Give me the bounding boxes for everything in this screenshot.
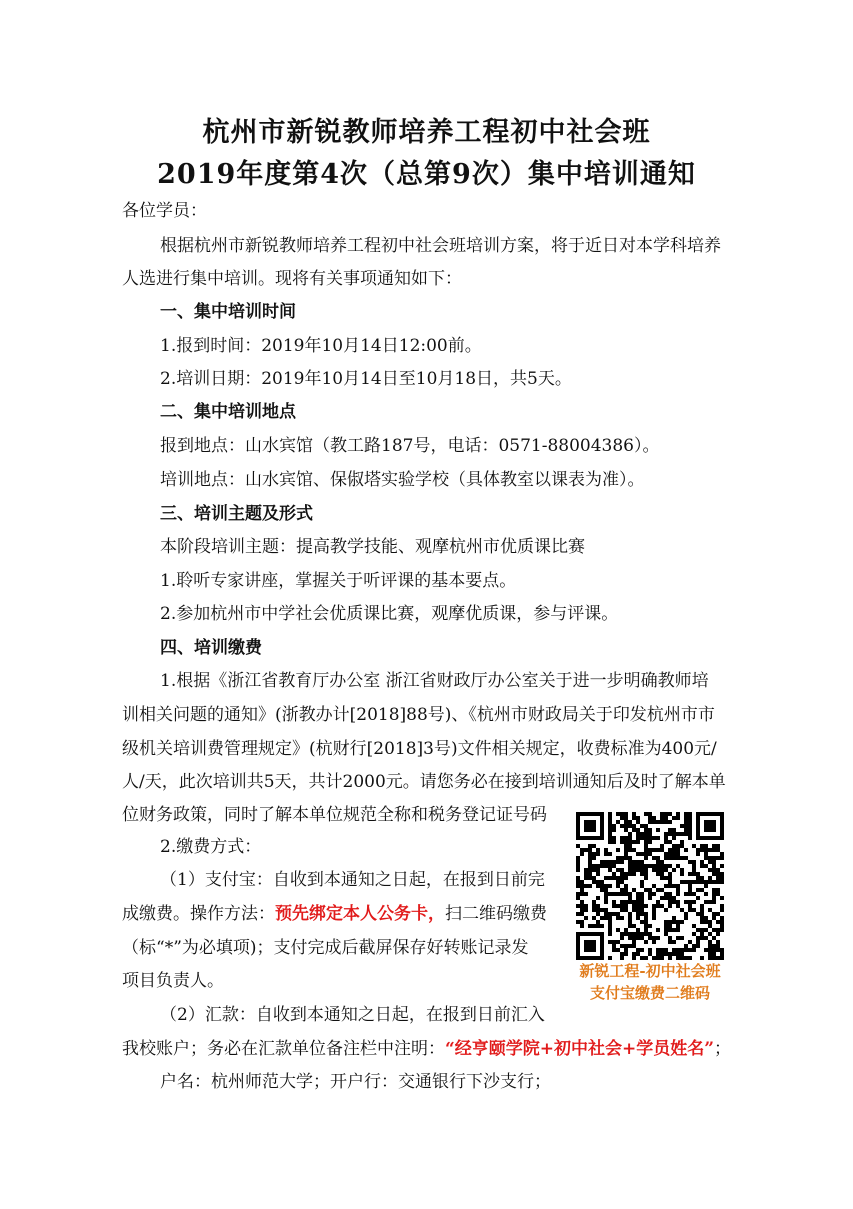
theme-item-1: 1.聆听专家讲座，掌握关于听评课的基本要点。 [160, 571, 517, 591]
qr-block [572, 812, 728, 1004]
fee-para-line-1: 1.根据《浙江省教育厅办公室 浙江省财政厅办公室关于进一步明确教师培 [160, 671, 709, 691]
fee-para-line-4: 人/天，此次培训共5天，共计2000元。请您务必在接到培训通知后及时了解本单 [122, 772, 726, 792]
section-heading-fee: 四、培训缴费 [160, 638, 262, 658]
page-subtitle: 2019年度第4次（总第9次）集中培训通知 [157, 159, 696, 190]
time-item-1: 1.报到时间：2019年10月14日12:00前。 [160, 336, 482, 356]
qr-caption-2: 支付宝缴费二维码 [589, 984, 710, 1002]
payment-method-heading: 2.缴费方式： [160, 837, 262, 857]
time-item-2: 2.培训日期：2019年10月14日至10月18日，共5天。 [160, 369, 572, 389]
alipay-line-2 [122, 903, 547, 925]
alipay-line-1: （1）支付宝：自收到本通知之日起，在报到日前完 [160, 870, 545, 890]
alipay-highlight: 预先绑定本人公务卡， [275, 904, 445, 924]
theme-item-2: 2.参加杭州市中学社会优质课比赛，观摩优质课，参与评课。 [160, 604, 619, 624]
transfer-line-3: 户名：杭州师范大学；开户行：交通银行下沙支行； [160, 1072, 551, 1092]
qr-caption-1: 新锐工程-初中社会班 [579, 962, 721, 980]
fee-para-line-3: 级机关培训费管理规定》(杭财行[2018]3号)文件相关规定，收费标准为400元/ [122, 739, 717, 759]
transfer-line-1: （2）汇款：自收到本通知之日起，在报到日前汇入 [160, 1005, 545, 1025]
intro-line-2: 人选进行集中培训。现将有关事项通知如下： [122, 269, 462, 289]
fee-para-line-5: 位财务政策，同时了解本单位规范全称和税务登记证号码 [122, 805, 547, 825]
transfer-line-2-text-b: ； [714, 1039, 732, 1059]
salutation: 各位学员： [122, 201, 207, 221]
section-heading-theme: 三、培训主题及形式 [160, 504, 313, 524]
fee-para-line-2: 训相关问题的通知》(浙教办计[2018]88号)、《杭州市财政局关于印发杭州市市 [122, 705, 715, 725]
alipay-line-3: （标“*”为必填项)；支付完成后截屏保存好转账记录发 [122, 938, 529, 958]
section-heading-location: 二、集中培训地点 [160, 402, 296, 422]
section-heading-time: 一、集中培训时间 [160, 302, 296, 322]
intro-line-1: 根据杭州市新锐教师培养工程初中社会班培训方案，将于近日对本学科培养 [160, 236, 721, 256]
location-item-1: 报到地点：山水宾馆（教工路187号，电话：0571-88004386）。 [160, 436, 660, 456]
alipay-line-4: 项目负责人。 [122, 971, 224, 991]
theme-line: 本阶段培训主题：提高教学技能、观摩杭州市优质课比赛 [160, 537, 585, 557]
transfer-highlight: “经亨颐学院+初中社会+学员姓名” [445, 1039, 715, 1059]
location-item-2: 培训地点：山水宾馆、保俶塔实验学校（具体教室以课表为准）。 [160, 470, 645, 490]
alipay-line-2-text-b: 扫二维码缴费 [445, 904, 547, 924]
transfer-line-2 [122, 1038, 731, 1060]
qr-code-icon[interactable] [572, 812, 728, 960]
alipay-line-2-text-a: 成缴费。操作方法： [122, 904, 275, 924]
page-title: 杭州市新锐教师培养工程初中社会班 [202, 117, 651, 148]
transfer-line-2-text-a: 我校账户；务必在汇款单位备注栏中注明： [122, 1039, 445, 1059]
